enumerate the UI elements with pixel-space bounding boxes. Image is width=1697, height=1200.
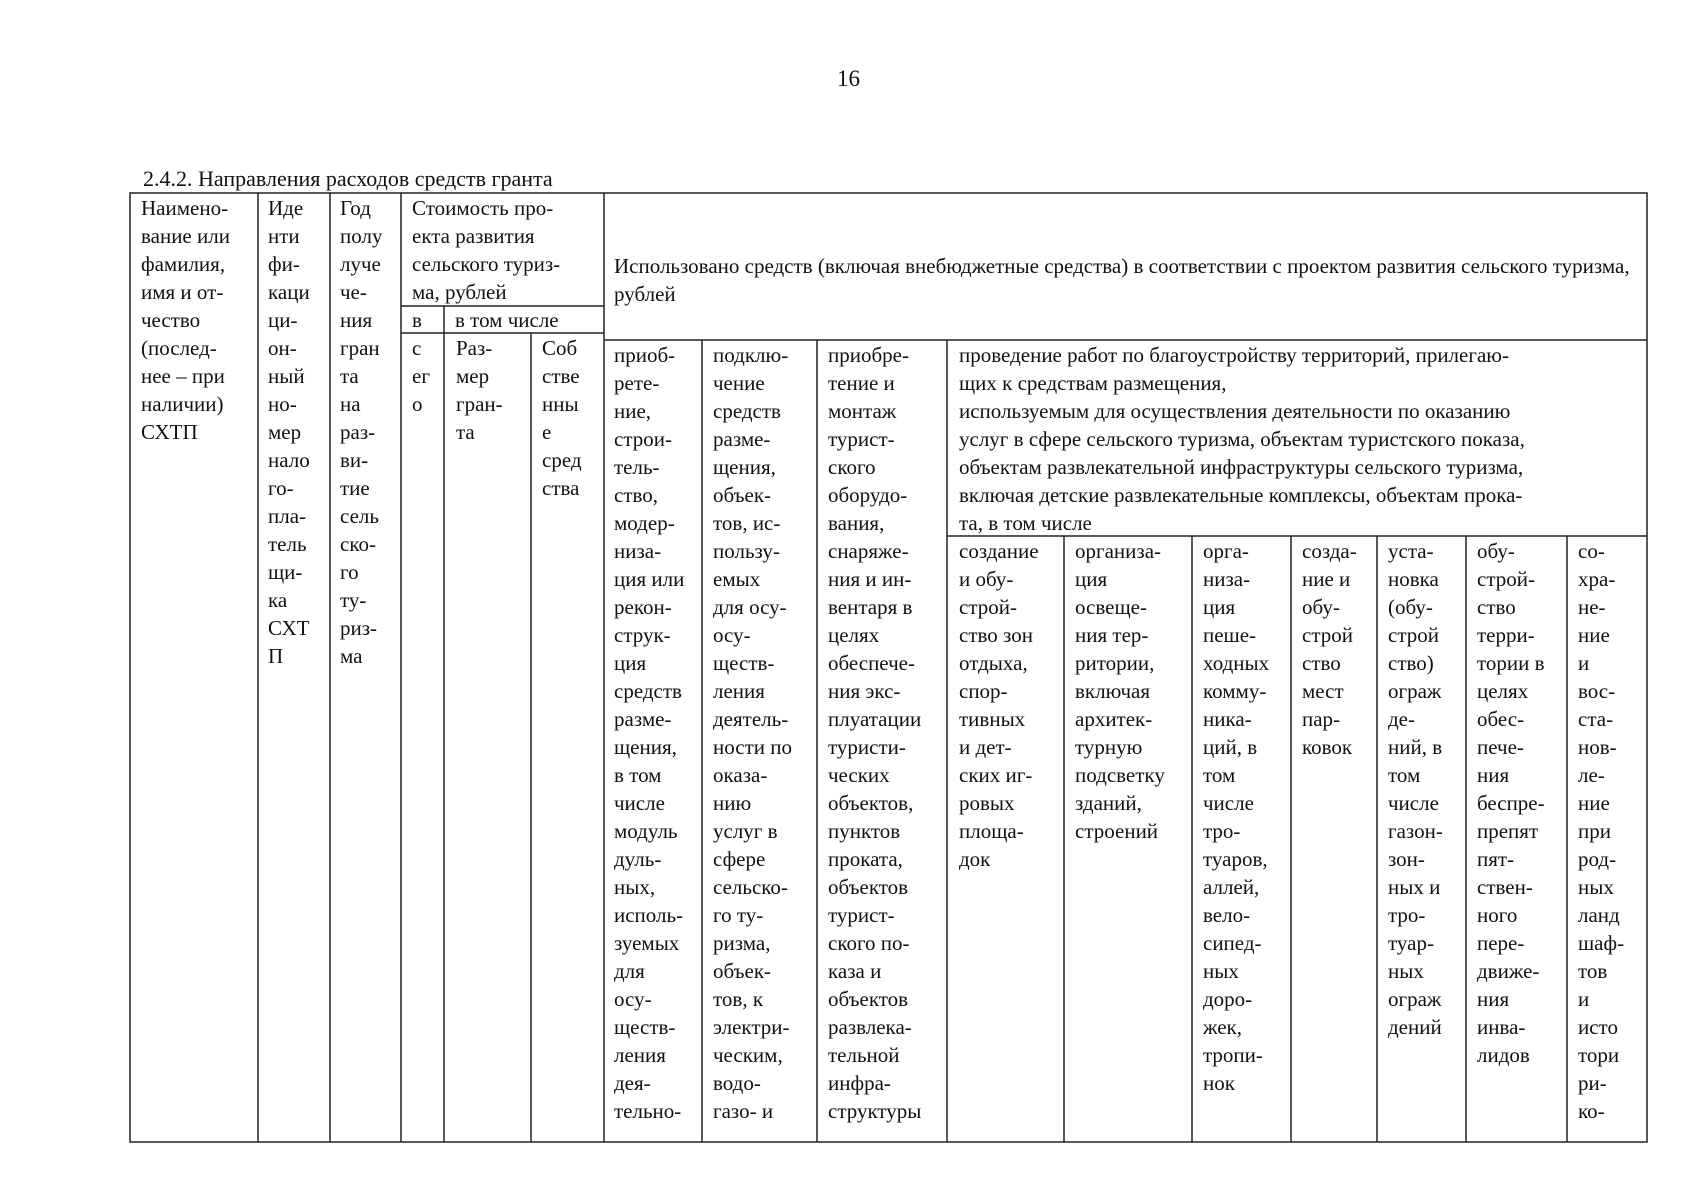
header-cost-total: в с ег о [412, 308, 430, 416]
header-grant-size: Раз- мер гран- та [456, 336, 503, 444]
header-grant-year: Год полу луче че- ния гран та на раз- ви- тие сель ско- го ту- риз- ма [340, 196, 383, 668]
header-parking: созда- ние и обу- строй ство мест пар- ковок [1302, 539, 1357, 759]
header-own-funds: Соб стве нны е сред ства [542, 336, 582, 500]
header-including: в том числе [455, 308, 559, 332]
header-lighting: организа- ция освеще- ния тер- ритории, включая архитек- турную подсветку зданий, строений [1075, 539, 1165, 843]
header-fences: уста- новка (обу- строй ство) ограж де- ний, в том числе газон- зон- ных и тро- туар- ных ограж дений [1388, 539, 1443, 1039]
page-number: 16 [837, 66, 860, 91]
header-used-funds: Использовано средств (включая внебюджетные средства) в соответствии с проектом развития сельского туризма, рублей [614, 254, 1630, 306]
header-landscaping: проведение работ по благоустройству территорий, прилегаю- щих к средствам размещения, используемым для осуществления деятельности по оказанию услуг в сфере сельского туризма, объектам туристского показа, объектам развлекательной инфраструктуры сельского туризма, включая детские развлекательные комплексы, объектам прока- та, в том числе [959, 343, 1525, 535]
header-equipment: приобре- тение и монтаж турист- ского оборудо- вания, снаряже- ния и ин- вентаря в целях обеспече- ния экс- плуатации туристи- ческих объектов, пунктов проката, объектов турист- ского по- каза и объектов развлека- тельной инфра- структуры [828, 343, 922, 1123]
header-name: Наимено- вание или фамилия, имя и от- чество (послед- нее – при наличии) СХТП [141, 196, 230, 444]
header-inn: Иде нти фи- каци ци- он- ный но- мер нало го- пла- тель щи- ка СХТ П [268, 196, 310, 668]
header-connection: подклю- чение средств разме- щения, объек- тов, ис- пользу- емых для осу- осу- ществ- ления деятель- ности по оказа- нию услуг в сфере сельско- го ту- ризма, объек- тов, к электри- ческим, водо- газо- и [713, 343, 792, 1123]
section-title: 2.4.2. Направления расходов средств гранта [143, 166, 553, 191]
header-pedestrian-paths: орга- низа- ция пеше- ходных комму- ника- ций, в том числе тро- туаров, аллей, вело- сипед- ных доро- жек, тропи- нок [1203, 539, 1270, 1095]
header-project-cost: Стоимость про- екта развития сельского туриз- ма, рублей [412, 196, 561, 304]
header-recreation-zones: создание и обу- строй- ство зон отдыха, спор- тивных и дет- ских иг- ровых площа- док [959, 539, 1039, 871]
header-landscape-preservation: со- хра- не- ние и вос- ста- нов- ле- ние при род- ных ланд шаф- тов и исто тори ри- ко- [1578, 539, 1625, 1123]
header-accessibility: обу- строй- ство терри- тории в целях обес- пече- ния беспре- препят пят- ствен- ного пере- движе- ния инва- лидов [1477, 539, 1545, 1067]
header-acquisition: приоб- рете- ние, строи- тель- ство, модер- низа- ция или рекон- струк- ция средств разме- щения, в том числе модуль дуль- ных, исполь- зуемых для осу- ществ- ления дея- тельно- [614, 343, 685, 1123]
